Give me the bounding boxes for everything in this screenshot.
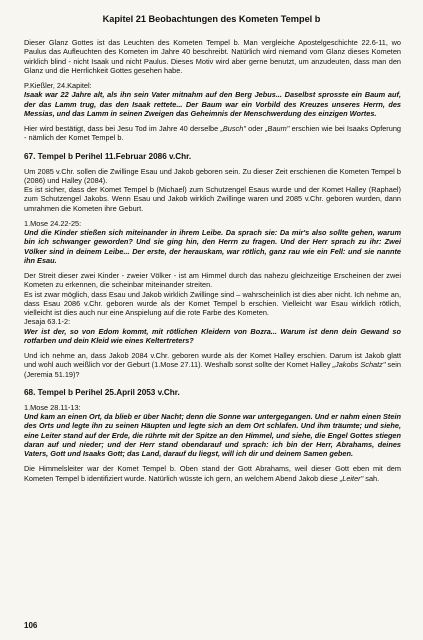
page-body (24, 38, 401, 483)
emphasis: „Leiter" (339, 473, 364, 483)
quote-reference: 1.Mose 24.22-25: (24, 218, 82, 228)
quote-reference: 1.Mose 28.11-13: (24, 402, 81, 412)
emphasis: „Baum" (265, 124, 290, 133)
text: Und ich nehme an, dass Jakob 2084 v.Chr. geboren wurde als der Komet Halley erschien. Darum ist Jakob glatt und wohl auch weißlich vor der Geburt (1.Mose 27.11). Weshalb sonst sollte der Komet Halley (24, 351, 401, 370)
emphasis: „Busch" (220, 124, 246, 133)
section-heading: 67. Tempel b Perihel 11.Februar 2086 v.Chr. (24, 151, 192, 161)
quote: Und kam an einen Ort, da blieb er über Nacht; denn die Sonne war untergegangen. Und er nahm einen Stein des Orts und legte ihn zu seinen Häupten und legte sich an dem Ort schlafen. Und ihm träumte; und siehe, eine Leiter stand auf der Erde, die rührte mit der Spitze an den Himmel, und siehe, die Engel Gottes stiegen daran auf und nieder; und der Herr stand obendarauf und sprach: ich bin der Herr, Abrahams, deines Vaters, Gott und Isaaks Gott; das Land, darauf du liegst, will ich dir und deinem Samen geben. (24, 412, 401, 458)
quote-reference: Jesaja 63.1-2: (24, 317, 71, 327)
paragraph (24, 351, 401, 379)
page-number: 106 (24, 621, 38, 630)
emphasis: „Jakobs Schatz" (332, 360, 386, 370)
paragraph: Es ist zwar möglich, dass Esau und Jakob wirklich Zwillinge sind – wahrscheinlich ist dies aber nicht. Ich nehme an, dass Esau 2086 v.Chr. geboren wurde als der Komet Tempel b erschien. Vielleicht war Esau wirklich rötlich, vielleicht ist dies auch nur eine Anspielung auf die rote Farbe des Kometen. (24, 289, 401, 317)
quote: Und die Kinder stießen sich miteinander in ihrem Leibe. Da sprach sie: Da mir's also sollte gehen, warum bin ich schwanger geworden? Und sie ging hin, den Herrn zu fragen. Und der Herr sprach zu ihr: Zwei Völker sind in deinem Leibe... Der erste, der herauskam, war rötlich, ganz rau wie ein Fell: und sie nannte ihn Esau. (24, 228, 401, 265)
text: Die Himmelsleiter war der Komet Tempel b. Oben stand der Gott Abrahams, weil dieser Gott eben mit dem Kometen Tempel b identifiziert wurde. Natürlich wüsste ich gern, an welchem Abend Jakob diese (24, 464, 401, 483)
paragraph: Der Streit dieser zwei Kinder - zweier Völker - ist am Himmel durch das nahezu gleichzeitige Erscheinen der zwei Kometen zu erkennen, die scheinbar miteinander streiten. (24, 271, 401, 290)
text: sah. (363, 473, 380, 483)
quote: Wer ist der, so von Edom kommt, mit rötlichen Kleidern von Bozra... Warum ist denn dein Gewand so rotfarben und dein Kleid wie eines Keltertreters? (24, 326, 401, 345)
paragraph (24, 464, 401, 483)
paragraph (24, 124, 401, 143)
text: erschien wie bei Isaaks Opferung - nämlich der Komet Tempel b. (24, 124, 402, 143)
text: sein (Jeremia 51.19)? (24, 360, 401, 379)
paragraph: Um 2085 v.Chr. sollen die Zwillinge Esau und Jakob geboren sein. Zu dieser Zeit erschienen die Kometen Tempel b (2086) und Halley (2084). (24, 166, 401, 185)
paragraph: Dieser Glanz Gottes ist das Leuchten des Kometen Tempel b. Man vergleiche Apostelgeschichte 22.6-11, wo Paulus das Aufleuchten des Kometen im Jahre 40 beschreibt. Natürlich wird niemand vom Glanz dieses Kometen wirklich blind - nicht Isaak und nicht Paulus. Dieses Motiv wird aber gerne benutzt, um anzudeuten, dass man den Glanz und die Herrlichkeit Gottes gesehen habe. (24, 38, 401, 75)
quote-reference: P.Kießler, 24.Kapitel: (24, 81, 92, 90)
section-heading: 68. Tempel b Perihel 25.April 2053 v.Chr. (24, 387, 180, 397)
chapter-title: Kapitel 21 Beobachtungen des Kometen Tempel b (102, 14, 321, 24)
text: Hier wird bestätigt, dass bei Jesu Tod im Jahre 40 derselbe (24, 124, 221, 133)
text: oder (245, 124, 266, 133)
quote: Isaak war 22 Jahre alt, als ihn sein Vater mitnahm auf den Berg Jebus... Daselbst sprosste ein Baum auf, der das Lamm trug, das den Isaak rettete... Der Baum war ein Vorbild des Kreuzes unseres Herrn, des Messias, und das Lamm in seinen Zweigen das Geheimnis der Menschwerdung des einzigen Wortes. (24, 90, 401, 118)
paragraph: Es ist sicher, dass der Komet Tempel b (Michael) zum Schutzengel Esaus wurde und der Komet Halley (Raphael) zum Schutzengel Jakobs. Wenn Esau und Jakob wirklich Zwillinge waren und 2085 v.Chr. geboren wurden, dann umrahmen die Kometen ihre Geburt. (24, 185, 401, 213)
